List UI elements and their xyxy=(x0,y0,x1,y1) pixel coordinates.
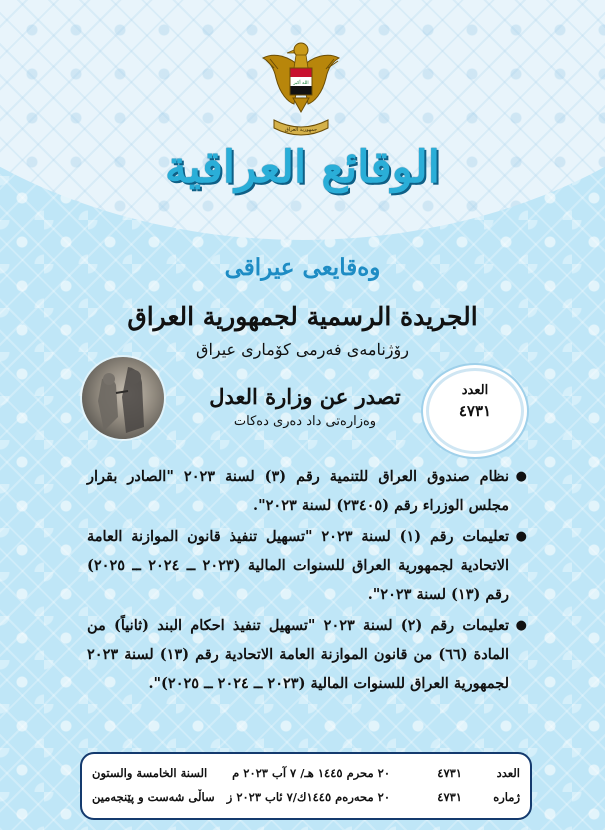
contents-item-text: تعليمات رقم (١) لسنة ٢٠٢٣ "تسهيل تنفيذ قانون الموازنة العامة الاتحادية لجمهورية العراق للسنوات المالية (٢٠٢٣ ــ ٢٠٢٤ ــ ٢٠٢٥) رقم (١٣) لسنة ٢٠٢٣". xyxy=(87,528,509,603)
bullet-icon: ● xyxy=(515,469,527,484)
footer-issue-label-kurdish: ژمارە xyxy=(493,790,520,804)
hammurabi-relief-icon xyxy=(82,357,164,439)
contents-item xyxy=(87,462,527,520)
footer-row-kurdish xyxy=(92,790,520,810)
emblem-takbir-text: الله أكبر xyxy=(293,81,309,86)
footer-publication-year: السنة الخامسة والستون xyxy=(92,766,208,780)
issue-info-footer xyxy=(80,752,532,820)
masthead-title-kurdish: وەقایعی عیراقی xyxy=(224,254,381,281)
issue-badge-number: ٤٧٣١ xyxy=(458,402,492,420)
footer-issue-date-kurdish: ٢٠ محەرەم ١٤٤٥ك/٧ ئاب ٢٠٢٣ ز xyxy=(226,790,390,804)
publisher-arabic: تصدر عن وزارة العدل xyxy=(209,384,401,409)
table-of-contents xyxy=(87,462,527,700)
contents-item xyxy=(87,611,527,698)
footer-issue-number-kurdish: ٤٧٣١ xyxy=(437,790,462,804)
footer-issue-number: ٤٧٣١ xyxy=(437,766,462,780)
footer-issue-label: العدد xyxy=(496,766,520,780)
footer-issue-date: ٢٠ محرم ١٤٤٥ هـ/ ٧ آب ٢٠٢٣ م xyxy=(232,766,390,780)
masthead-title: الوقائع العراقية xyxy=(164,142,441,193)
publisher-kurdish: وەزارەتی داد دەری دەکات xyxy=(233,414,377,429)
bullet-icon: ● xyxy=(515,618,527,633)
issue-badge-label: العدد xyxy=(461,383,489,398)
contents-item xyxy=(87,522,527,609)
contents-item-text: تعليمات رقم (٢) لسنة ٢٠٢٣ "تسهيل تنفيذ احكام البند (ثانياً) من المادة (٦٦) من قانون الموازنة العامة الاتحادية رقم (١٣) لسنة ٢٠٢٣ لجمهورية العراق للسنوات المالية (٢٠٢٣ ــ ٢٠٢٤ ــ ٢٠٢٥)". xyxy=(87,617,510,692)
footer-publication-year-kurdish: ساڵی شەست و پێنجەمین xyxy=(92,790,215,804)
footer-row-arabic xyxy=(92,766,520,786)
iraq-eagle-emblem-icon xyxy=(260,38,342,140)
hammurabi-stele-medallion xyxy=(82,357,164,439)
gazette-name-arabic: الجريدة الرسمية لجمهورية العراق xyxy=(127,302,478,331)
gazette-name-kurdish: رۆژنامەی فەرمی کۆماری عیراق xyxy=(196,340,409,359)
issue-number-badge xyxy=(426,368,524,454)
bullet-icon: ● xyxy=(515,529,527,544)
emblem-caption-text: جمهورية العراق xyxy=(284,127,318,133)
contents-item-text: نظام صندوق العراق للتنمية رقم (٣) لسنة ٢٠٢٣ "الصادر بقرار مجلس الوزراء رقم (٢٣٤٠٥) لسنة ٢٠٢٣". xyxy=(87,468,509,514)
